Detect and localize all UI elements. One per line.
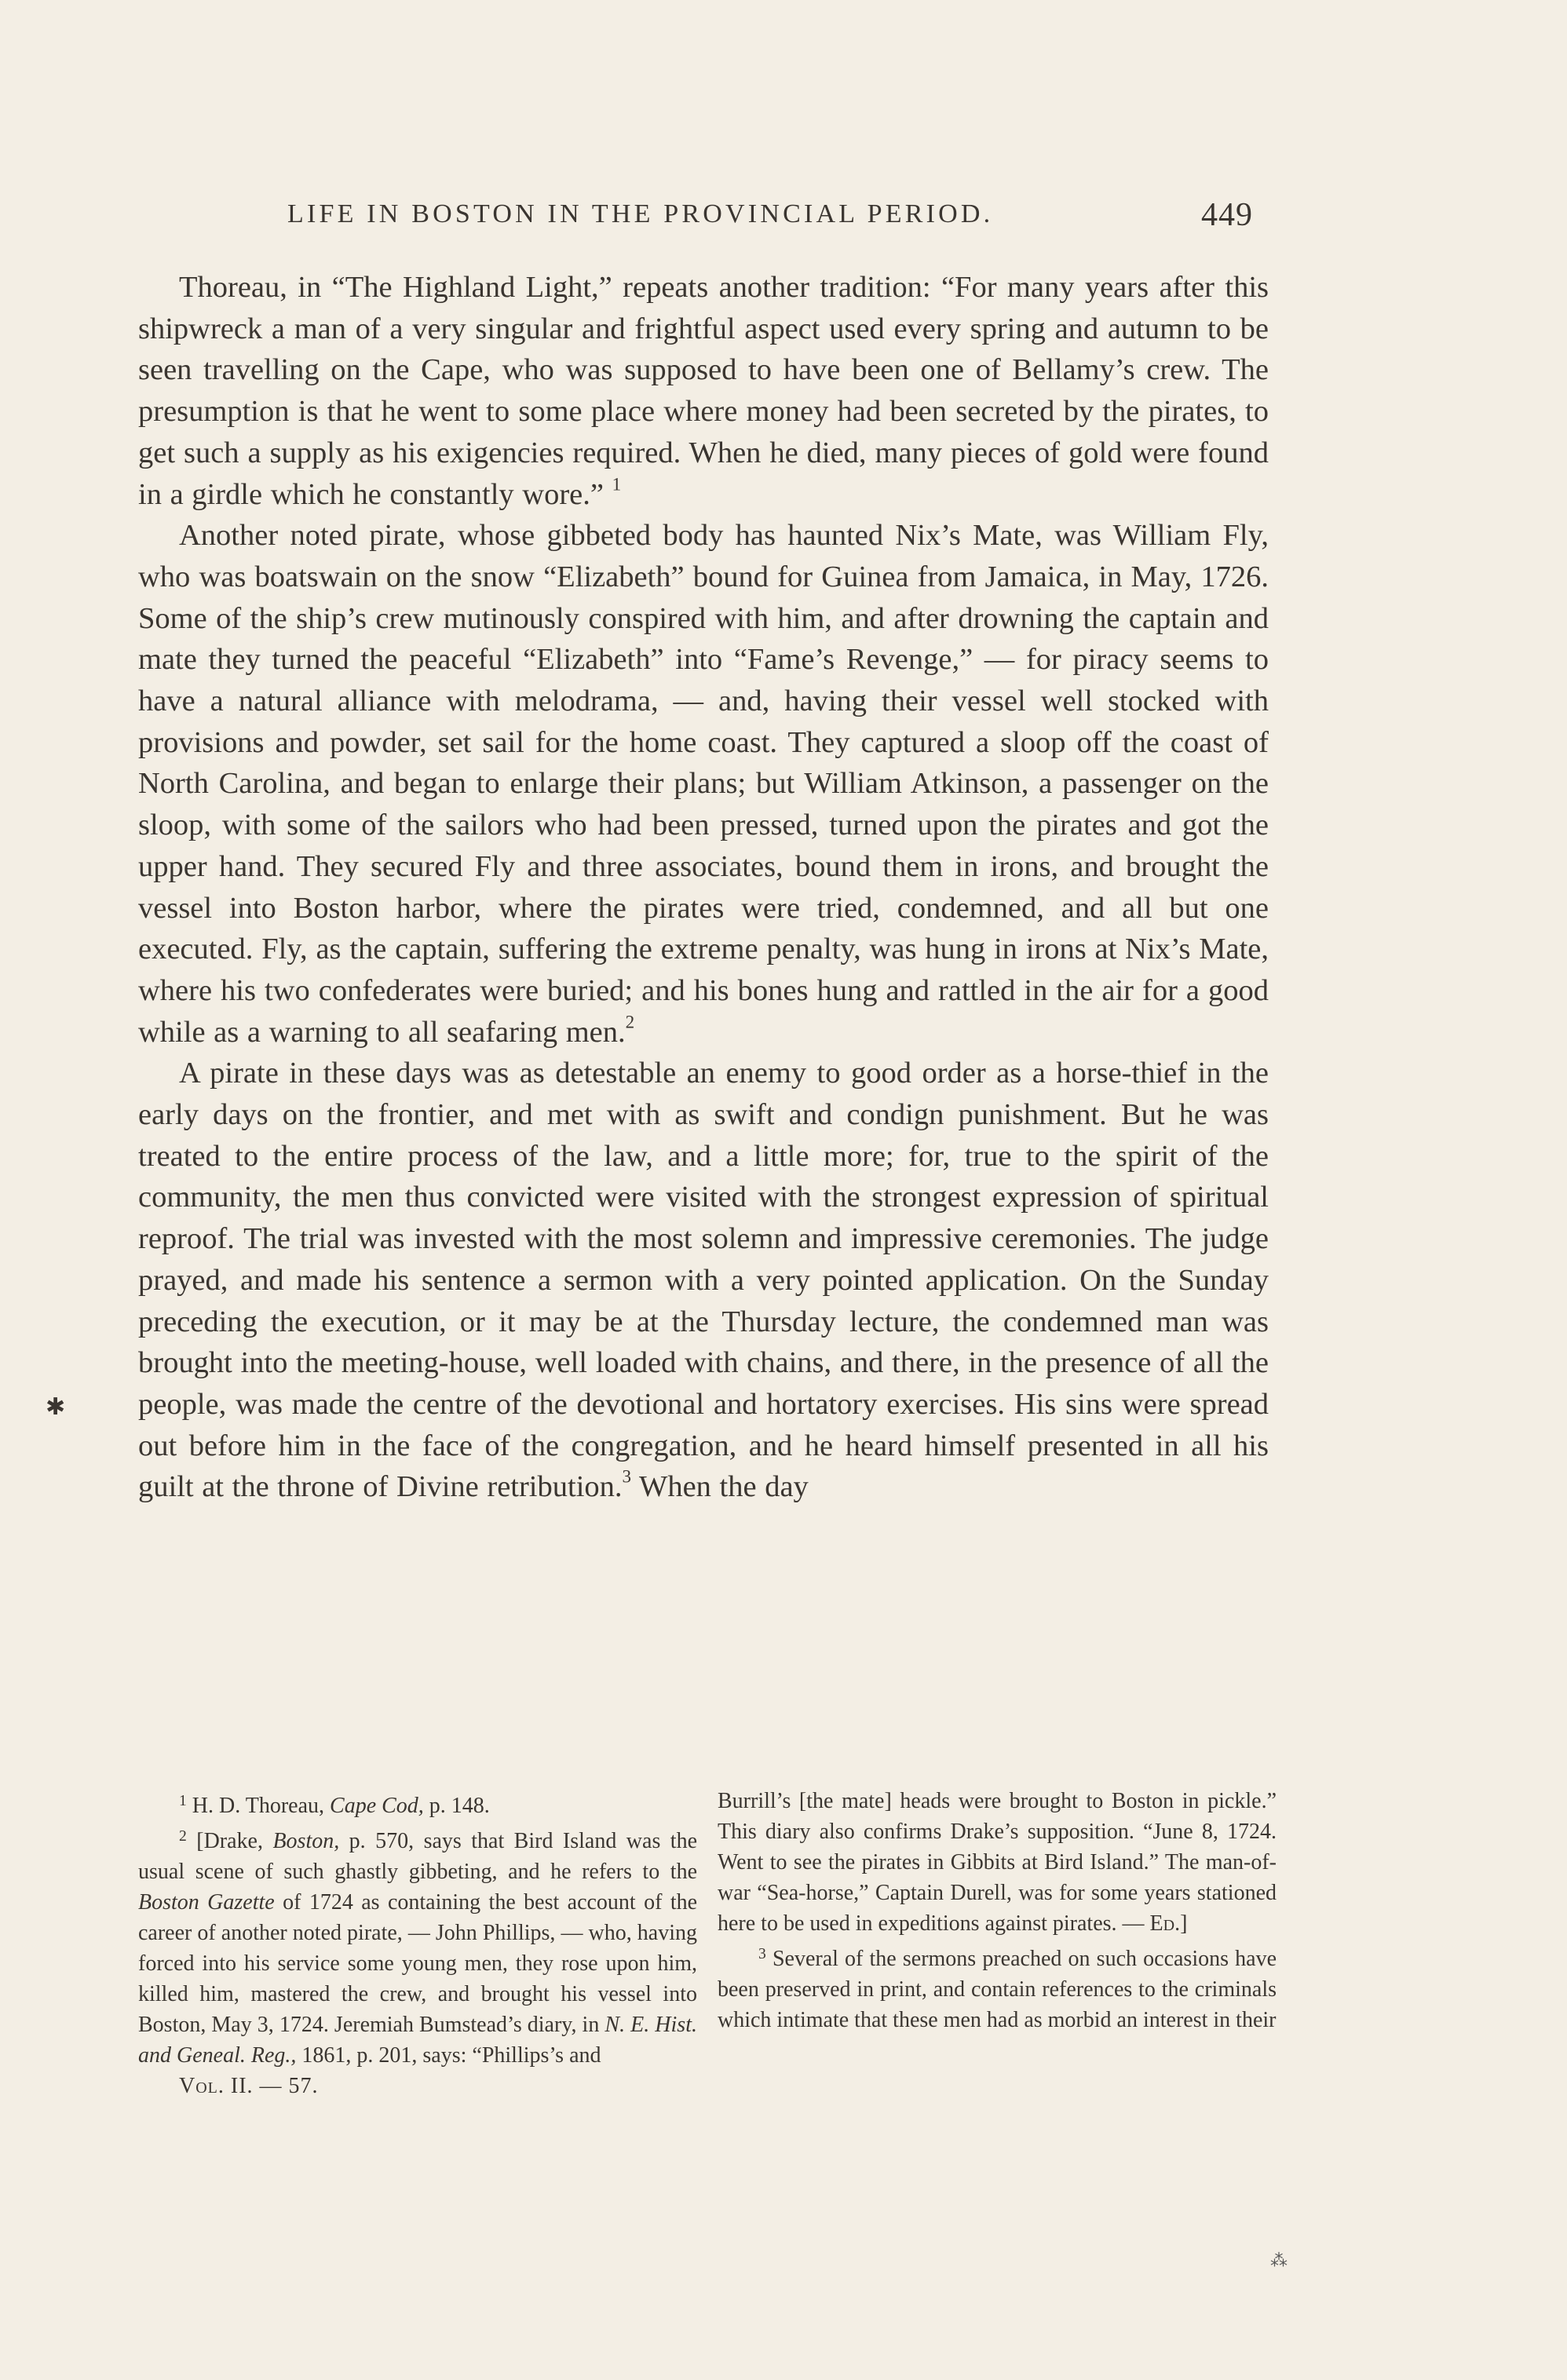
signature-mark: Vol. II. — 57. (179, 2073, 319, 2098)
footnote-author: H. D. Thoreau, (192, 1793, 325, 1818)
paragraph-thoreau (138, 267, 1269, 515)
footnote-2-continued (718, 1786, 1277, 1939)
footnote-title: Boston Gazette (138, 1889, 275, 1915)
footnote-text: [Drake, (196, 1828, 263, 1853)
footnote-mark: 2 (179, 1827, 187, 1845)
footnote-text: 1861, p. 201, says: “Phillips’s and (301, 2042, 601, 2068)
footnote-1 (138, 1786, 697, 1821)
footnote-column-right (718, 1786, 1277, 2035)
footnote-ref-2[interactable]: 2 (625, 1011, 635, 1032)
paragraph-text: Thoreau, in “The Highland Light,” repeats another tradition: “For many years after this shipwreck a man of a very singular and frightful aspect used every spring and autumn to be seen travelling on the Cape, who was supposed to have been one of Bellamy’s crew. The presumption is that he went to some place where money had been secreted by the pirates, to get such a supply as his exigencies required. When he died, many pieces of gold were found in a girdle which he constantly wore.” (138, 271, 1269, 511)
footnote-text: Burrill’s [the mate] heads were brought to Boston in pickle.” This diary also confirms Drake’s supposition. “June 8, 1724. Went to see the pirates in Gibbits at Bird Island.” The man-of-war “Sea-horse,” Captain Durell, was for some years stationed here to be used in expeditions against pirates. — (718, 1789, 1277, 1936)
editor-mark: Ed.] (1149, 1911, 1188, 1936)
paragraph-pirate-trial (138, 1053, 1269, 1508)
footnote-text: Several of the sermons preached on such occasions have been preserved in print, and contain references to the criminals which intimate that these men had as morbid an interest in their (718, 1946, 1277, 2032)
footnote-text: p. 148. (429, 1793, 490, 1818)
running-head (138, 196, 1269, 243)
footnote-title: Cape Cod, (330, 1793, 424, 1818)
paragraph-tail: When the day (639, 1470, 809, 1504)
footnote-title: Boston, (272, 1828, 340, 1853)
corner-mark-icon: ⁂ (1270, 2251, 1288, 2271)
footnote-mark: 3 (758, 1946, 766, 1962)
footnote-text: p. 570, says that Bird Island was the usual scene of such ghastly gibbeting, and he refers to the (138, 1828, 697, 1884)
paragraph-text: A pirate in these days was as detestable an enemy to good order as a horse-thief in the early days on the frontier, and met with as swift and condign punishment. But he was treated to the entire process of the law, and a little more; for, true to the spirit of the community, the men thus convicted were visited with the strongest expression of spiritual reproof. The trial was invested with the most solemn and impressive ceremonies. The judge prayed, and made his sentence a sermon with a very pointed application. On the Sunday preceding the execution, or it may be at the Thursday lecture, the condemned man was brought into the meeting-house, well loaded with chains, and there, in the presence of all the people, was made the centre of the devotional and hortatory exercises. His sins were spread out before him in the face of the congregation, and he heard himself presented in all his guilt at the throne of Divine retribution. (138, 1057, 1269, 1504)
footnote-ref-3[interactable]: 3 (622, 1466, 632, 1488)
footnote-ref-1[interactable]: 1 (612, 473, 622, 495)
footnote-3 (718, 1939, 1277, 2035)
footnote-text: of 1724 as containing the best account of the career of another noted pirate, — John Phillips, — who, having forced into his service some young men, they rose upon him, killed him, mastered the crew, and brought his vessel into Boston, May 3, 1724. Jeremiah Bumstead’s diary, in (138, 1889, 698, 2037)
page-number: 449 (1201, 197, 1253, 233)
margin-asterisk-icon: ✱ (46, 1393, 66, 1421)
paragraph-text: Another noted pirate, whose gibbeted body has haunted Nix’s Mate, was William Fly, who was boatswain on the snow “Elizabeth” bound for Guinea from Jamaica, in May, 1726. Some of the ship’s crew mutinously conspired with him, and after drowning the captain and mate they turned the peaceful “Elizabeth” into “Fame’s Revenge,” — for piracy seems to have a natural alliance with melodrama, — and, having their vessel well stocked with provisions and powder, set sail for the home coast. They captured a sloop off the coast of North Carolina, and began to enlarge their plans; but William Atkinson, a passenger on the sloop, with some of the sailors who had been pressed, turned upon the pirates and got the upper hand. They secured Fly and three associates, bound them in irons, and brought the vessel into Boston harbor, where the pirates were tried, condemned, and all but one executed. Fly, as the captain, suffering the extreme penalty, was hung in irons at Nix’s Mate, where his two confederates were buried; and his bones hung and rattled in the air for a good while as a warning to all seafaring men. (138, 519, 1269, 1049)
body-text (138, 267, 1269, 1508)
footnote-2 (138, 1821, 697, 2071)
footnote-title: N. E. Hist. and Geneal. Reg., (138, 2012, 697, 2068)
running-title: LIFE IN BOSTON IN THE PROVINCIAL PERIOD. (287, 199, 994, 228)
footnote-column-left (138, 1786, 697, 2101)
paragraph-william-fly (138, 515, 1269, 1053)
footnote-mark: 1 (179, 1793, 187, 1809)
